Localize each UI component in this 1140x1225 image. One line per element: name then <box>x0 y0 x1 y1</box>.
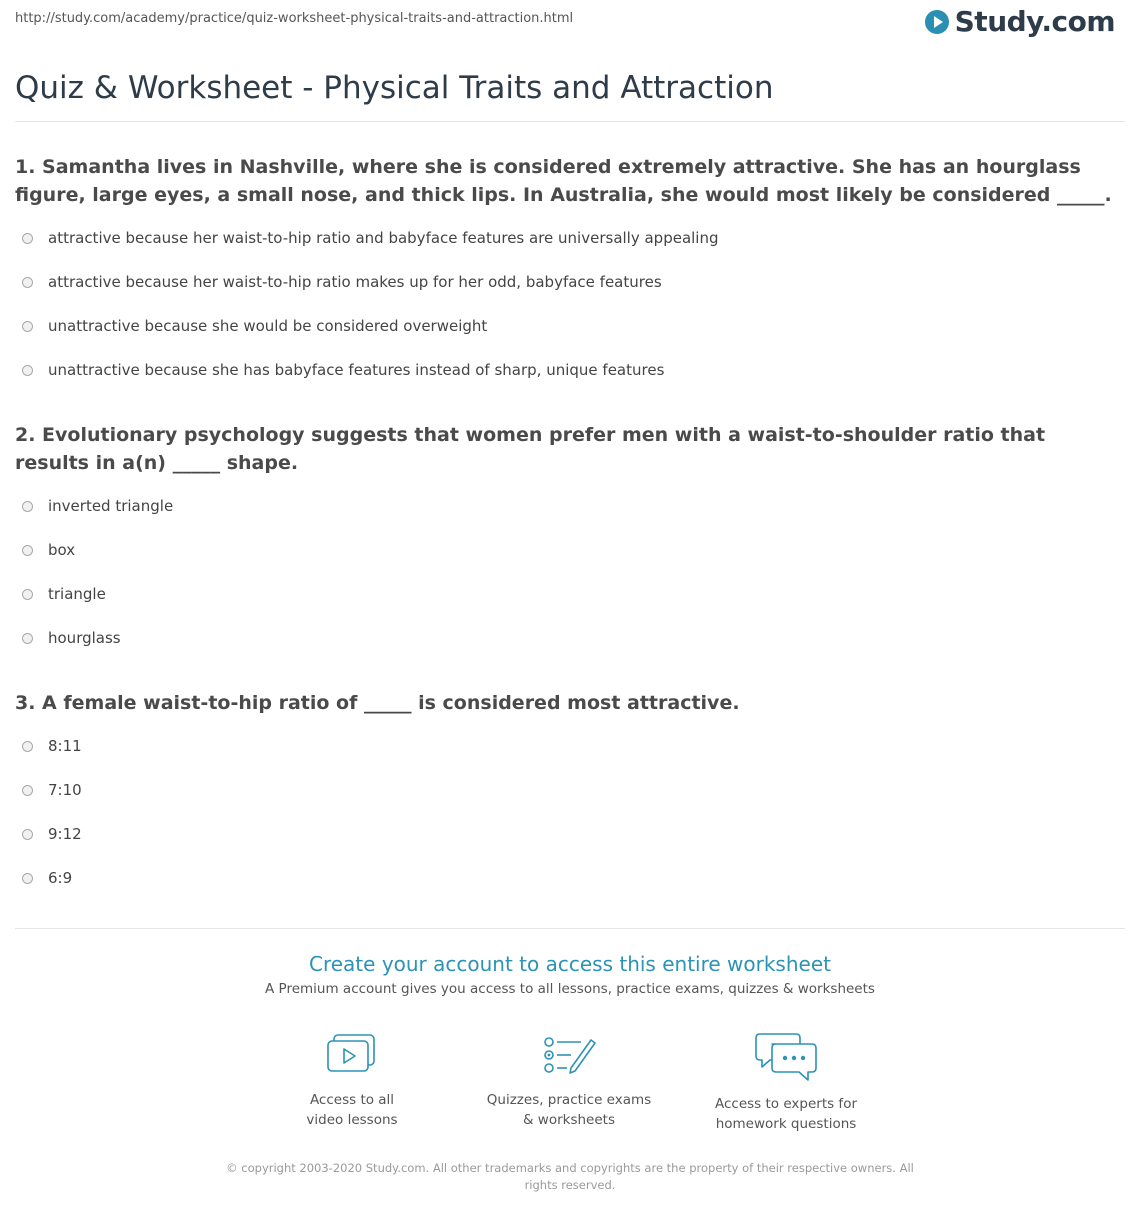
feature-label-line: & worksheets <box>522 1112 615 1128</box>
feature-experts <box>686 1032 886 1134</box>
answer-label: 7:10 <box>48 781 82 799</box>
radio-button-icon[interactable] <box>22 545 33 556</box>
answer-label: 6:9 <box>48 869 73 887</box>
cta-divider <box>15 928 1125 929</box>
feature-label-line: Access to experts for <box>714 1096 857 1112</box>
radio-button-icon[interactable] <box>22 501 33 512</box>
feature-quizzes <box>469 1032 669 1130</box>
radio-button-icon[interactable] <box>22 277 33 288</box>
feature-label-line: video lessons <box>306 1112 398 1128</box>
answer-option[interactable] <box>22 304 719 348</box>
cta-subtitle: A Premium account gives you access to all lessons, practice exams, quizzes & worksheets <box>265 981 875 997</box>
feature-label <box>252 1090 452 1130</box>
page-url: http://study.com/academy/practice/quiz-worksheet-physical-traits-and-attraction.html <box>15 11 574 26</box>
answer-option[interactable] <box>22 724 82 768</box>
title-divider <box>15 121 1125 122</box>
question-2: 2. Evolutionary psychology suggests that women prefer men with a waist-to-shoulder ratio that results in a(n) _____ shape. <box>15 424 1046 474</box>
answer-option[interactable] <box>22 484 173 528</box>
answer-option[interactable] <box>22 216 719 260</box>
feature-label-line: Access to all <box>309 1092 395 1108</box>
feature-label <box>469 1090 669 1130</box>
chat-bubbles-icon <box>754 1032 818 1084</box>
answer-option[interactable] <box>22 856 82 900</box>
radio-button-icon[interactable] <box>22 741 33 752</box>
play-logo-icon <box>925 10 949 34</box>
radio-button-icon[interactable] <box>22 873 33 884</box>
feature-label <box>686 1094 886 1134</box>
quiz-checklist-icon <box>541 1032 597 1080</box>
feature-label-line: Quizzes, practice exams <box>486 1092 652 1108</box>
radio-button-icon[interactable] <box>22 589 33 600</box>
answer-label: 8:11 <box>48 737 82 755</box>
studycom-logo[interactable] <box>925 5 1115 38</box>
feature-label-line: homework questions <box>715 1116 857 1132</box>
radio-button-icon[interactable] <box>22 233 33 244</box>
question-3-answers <box>22 724 82 900</box>
answer-label: inverted triangle <box>48 497 174 515</box>
answer-option[interactable] <box>22 528 173 572</box>
feature-video-lessons <box>252 1032 452 1130</box>
copyright-notice: © copyright 2003-2020 Study.com. All other trademarks and copyrights are the property of their respective owners. All rights reserved. <box>226 1161 914 1192</box>
radio-button-icon[interactable] <box>22 633 33 644</box>
cta-title-link[interactable]: Create your account to access this entire worksheet <box>309 952 831 976</box>
radio-button-icon[interactable] <box>22 785 33 796</box>
radio-button-icon[interactable] <box>22 829 33 840</box>
answer-label: 9:12 <box>48 825 82 843</box>
answer-option[interactable] <box>22 572 173 616</box>
radio-button-icon[interactable] <box>22 321 33 332</box>
answer-option[interactable] <box>22 768 82 812</box>
answer-label: attractive because her waist-to-hip ratio makes up for her odd, babyface features <box>48 273 662 291</box>
answer-option[interactable] <box>22 812 82 856</box>
answer-label: unattractive because she would be considered overweight <box>48 317 488 335</box>
answer-label: box <box>48 541 76 559</box>
answer-option[interactable] <box>22 260 719 304</box>
answer-label: hourglass <box>48 629 121 647</box>
question-1: 1. Samantha lives in Nashville, where she is considered extremely attractive. She has an hourglass figure, large eyes, a small nose, and thick lips. In Australia, she would most likely be considered _____. <box>15 156 1112 206</box>
answer-label: unattractive because she has babyface features instead of sharp, unique features <box>48 361 665 379</box>
logo-text: Study.com <box>954 5 1115 38</box>
answer-option[interactable] <box>22 616 173 660</box>
answer-option[interactable] <box>22 348 719 392</box>
question-2-answers <box>22 484 173 660</box>
radio-button-icon[interactable] <box>22 365 33 376</box>
answer-label: attractive because her waist-to-hip ratio and babyface features are universally appealing <box>48 229 719 247</box>
answer-label: triangle <box>48 585 106 603</box>
question-3: 3. A female waist-to-hip ratio of _____ is considered most attractive. <box>15 692 740 714</box>
page-title: Quiz & Worksheet - Physical Traits and Attraction <box>15 70 774 106</box>
video-lessons-icon <box>324 1032 380 1080</box>
question-1-answers <box>22 216 719 392</box>
